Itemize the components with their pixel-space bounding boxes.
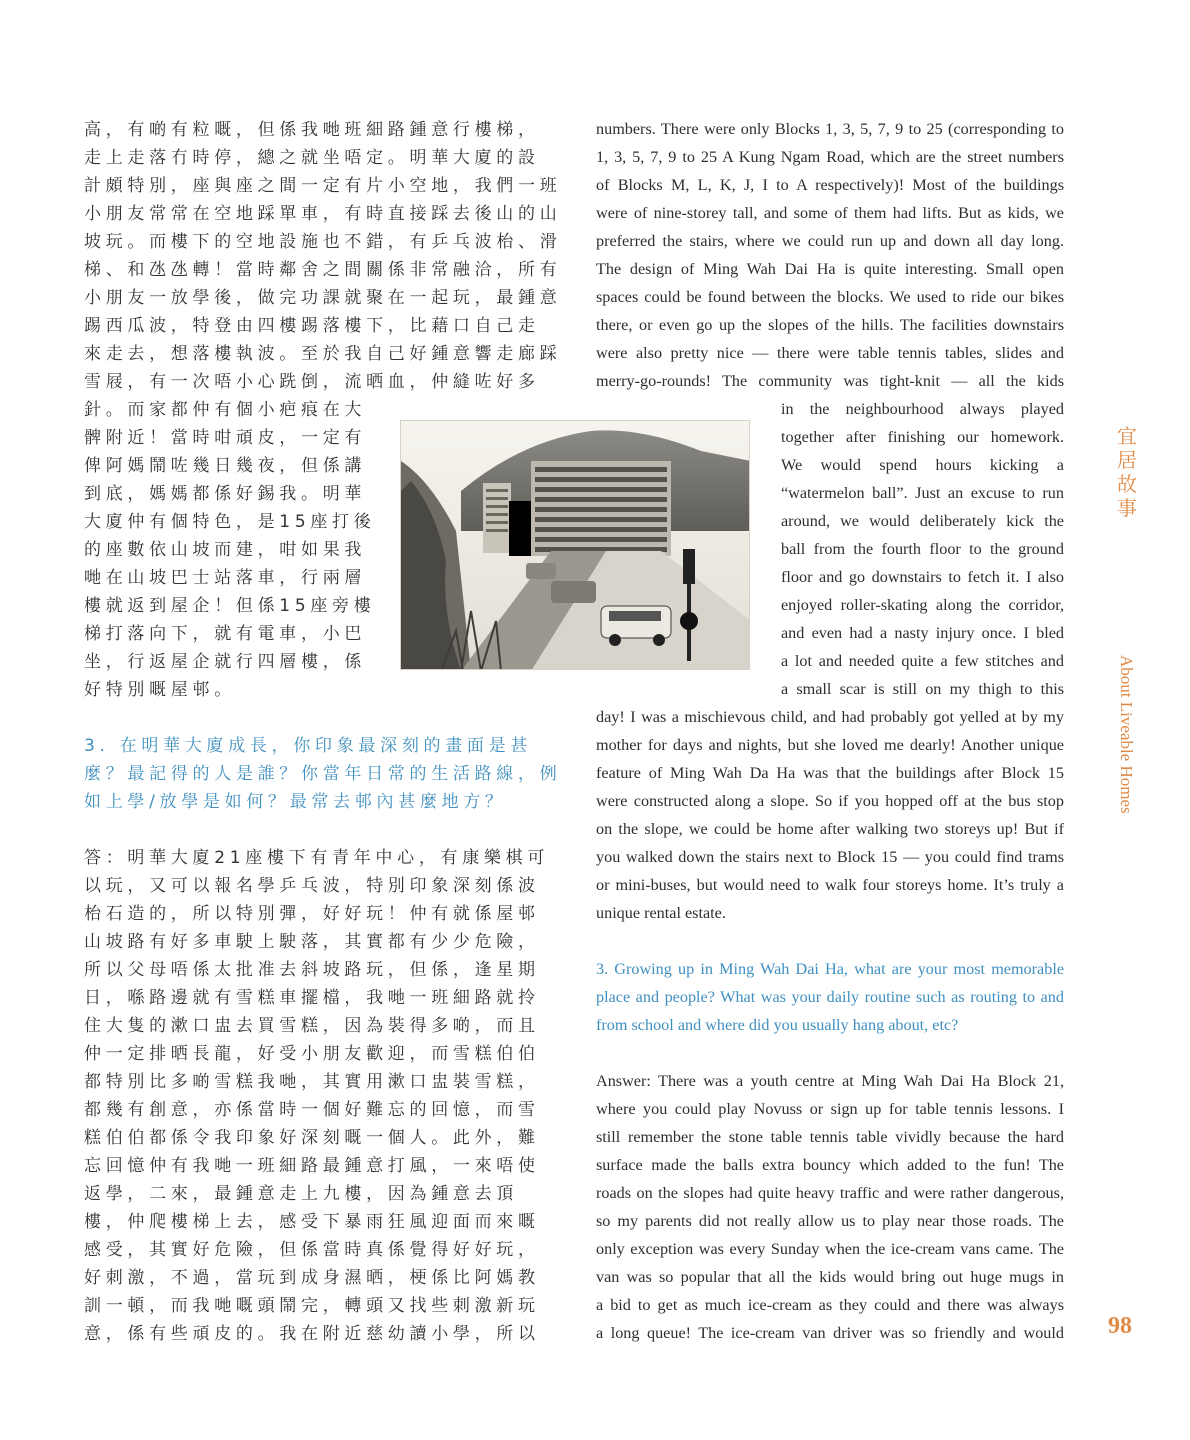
text-line: 髀附近！當時咁頑皮，一定有: [84, 428, 367, 448]
text-line: in the neighbourhood always played: [781, 400, 1064, 418]
text-line: spaces could be found between the blocks. We used to ride our bikes: [596, 288, 1064, 306]
text-line: 以玩，又可以報名學乒乓波，特別印象深刻係波: [84, 876, 540, 896]
en-para1-narrow: [781, 395, 1064, 703]
text-line: only exception was every Sunday when the ice-cream vans came. The: [596, 1240, 1064, 1258]
text-line: place and people? What was your daily routine such as routing to and: [596, 988, 1064, 1006]
section-title-chinese: [1114, 424, 1140, 520]
text-line: numbers. There were only Blocks 1, 3, 5, 7, 9 to 25 (corresponding to: [596, 120, 1064, 138]
text-line: 感受，其實好危險，但係當時真係覺得好好玩，: [84, 1240, 540, 1260]
text-line: 哋在山坡巴士站落車，行兩層: [84, 568, 367, 588]
text-line: 坡玩。而樓下的空地設施也不錯，有乒乓波枱、滑: [84, 232, 562, 252]
text-line: 糕伯伯都係令我印象好深刻嘅一個人。此外，難: [84, 1128, 540, 1148]
text-line: 針。而家都仲有個小疤痕在大: [84, 400, 367, 420]
text-line: surface made the balls extra bouncy which added to the fun! The: [596, 1156, 1064, 1174]
text-line: from school and where did you usually hang about, etc?: [596, 1016, 959, 1034]
estate-photo-illustration: [401, 421, 750, 670]
text-line: 所以父母唔係太批准去斜坡路玩，但係，逢星期: [84, 960, 540, 980]
text-line: “watermelon ball”. Just an excuse to run: [781, 484, 1064, 502]
text-line: 麼？最記得的人是誰？你當年日常的生活路線，例: [84, 764, 562, 784]
text-line: 住大隻的漱口盅去買雪糕，因為裝得多啲，而且: [84, 1016, 540, 1036]
text-line: van was so popular that all the kids would bring out huge mugs in: [596, 1268, 1064, 1286]
text-line: 梯、和氹氹轉！當時鄰舍之間關係非常融洽，所有: [84, 260, 562, 280]
zh-answer-3: [84, 844, 554, 1348]
text-line: 答：明華大廈21座樓下有青年中心，有康樂棋可: [84, 848, 550, 868]
text-line: a small scar is still on my thigh to this: [781, 680, 1064, 698]
text-line: 好特別嘅屋邨。: [84, 680, 236, 700]
text-line: 如上學/放學是如何？最常去邨內甚麼地方？: [84, 792, 507, 812]
text-line: and even had a nasty injury once. I bled: [781, 624, 1064, 642]
text-line: so my parents did not really allow us to play near those roads. The: [596, 1212, 1064, 1230]
text-line: 好刺激，不過，當玩到成身濕晒，梗係比阿媽教: [84, 1268, 540, 1288]
text-line: 日，喺路邊就有雪糕車擺檔，我哋一班細路就拎: [84, 988, 540, 1008]
text-line: 俾阿媽鬧咗幾日幾夜，但係講: [84, 456, 367, 476]
text-line: were constructed along a slope. So if you hopped off at the bus stop: [596, 792, 1064, 810]
zh-question-3: [84, 732, 562, 816]
text-line: around, we would deliberately kick the: [781, 512, 1064, 530]
text-line: 返學，二來，最鍾意走上九樓，因為鍾意去頂: [84, 1184, 518, 1204]
text-line: 忘回憶仲有我哋一班細路最鍾意打風，一來唔使: [84, 1156, 540, 1176]
text-line: ball from the fourth floor to the ground: [781, 540, 1064, 558]
section-title-char: 居: [1117, 448, 1137, 472]
text-line: 到底，媽媽都係好錫我。明華: [84, 484, 367, 504]
text-line: 踢西瓜波，特登由四樓踢落樓下，比藉口自己走: [84, 316, 540, 336]
text-line: 小朋友一放學後，做完功課就聚在一起玩，最鍾意: [84, 288, 562, 308]
en-question-3: [596, 955, 1064, 1039]
section-title-english: [1116, 655, 1138, 830]
section-title-char: 事: [1117, 496, 1137, 520]
text-line: 的座數依山坡而建，咁如果我: [84, 540, 367, 560]
text-line: a lot and needed quite a few stitches and: [781, 652, 1064, 670]
section-title-english-text: About Liveable Homes: [1117, 655, 1136, 814]
text-line: 計頗特別，座與座之間一定有片小空地，我們一班: [84, 176, 562, 196]
text-line: 走上走落冇時停，總之就坐唔定。明華大廈的設: [84, 148, 540, 168]
text-line: The design of Ming Wah Dai Ha is quite interesting. Small open: [596, 260, 1064, 278]
text-line: were of nine-storey tall, and some of them had lifts. But as kids, we: [596, 204, 1064, 222]
text-line: 梯打落向下，就有電車，小巴: [84, 624, 367, 644]
text-line: roads on the slopes had quite heavy traffic and were rather dangerous,: [596, 1184, 1064, 1202]
text-line: a long queue! The ice-cream van driver was so friendly and would: [596, 1324, 1064, 1342]
text-line: 仲一定排晒長龍，好受小朋友歡迎，而雪糕伯伯: [84, 1044, 540, 1064]
text-line: feature of Ming Wah Da Ha was that the buildings after Block 15: [596, 764, 1064, 782]
text-line: Answer: There was a youth centre at Ming Wah Dai Ha Block 21,: [596, 1072, 1064, 1090]
zh-para1-narrow: [84, 396, 384, 704]
text-line: 意，係有些頑皮的。我在附近慈幼讀小學，所以: [84, 1324, 540, 1344]
text-line: 枱石造的，所以特別彈，好好玩！仲有就係屋邨: [84, 904, 540, 924]
estate-photo: [400, 420, 750, 670]
text-line: 都幾有創意，亦係當時一個好難忘的回憶，而雪: [84, 1100, 540, 1120]
en-para1-full: [596, 115, 1064, 395]
text-line: still remember the stone table tennis table vividly because the hard: [596, 1128, 1064, 1146]
text-line: 大廈仲有個特色，是15座打後: [84, 512, 376, 532]
text-line: were also pretty nice — there were table tennis tables, slides and: [596, 344, 1064, 362]
text-line: 來走去，想落樓執波。至於我自己好鍾意響走廊踩: [84, 344, 562, 364]
text-line: mother for days and nights, but she loved me dearly! Another unique: [596, 736, 1064, 754]
text-line: 雪屐，有一次唔小心跣倒，流晒血，仲縫咗好多: [84, 372, 540, 392]
text-line: where you could play Novuss or sign up for table tennis lessons. I: [596, 1100, 1064, 1118]
text-line: 3. 在明華大廈成長，你印象最深刻的畫面是甚: [84, 736, 533, 756]
text-line: merry-go-rounds! The community was tight-knit — all the kids: [596, 372, 1064, 390]
text-line: unique rental estate.: [596, 904, 726, 922]
text-line: We would spend hours kicking a: [781, 456, 1064, 474]
text-line: 小朋友常常在空地踩單車，有時直接踩去後山的山: [84, 204, 562, 224]
text-line: 樓就返到屋企！但係15座旁樓: [84, 596, 376, 616]
text-line: you walked down the stairs next to Block 15 — you could find trams: [596, 848, 1064, 866]
text-line: 都特別比多啲雪糕我哋，其實用漱口盅裝雪糕，: [84, 1072, 540, 1092]
text-line: 訓一頓，而我哋嘅頭鬧完，轉頭又找些刺激新玩: [84, 1296, 540, 1316]
text-line: day! I was a mischievous child, and had probably got yelled at by my: [596, 708, 1064, 726]
en-para1-rest: [596, 703, 1064, 927]
text-line: enjoyed roller-skating along the corridor,: [781, 596, 1064, 614]
text-line: together after finishing our homework.: [781, 428, 1064, 446]
text-line: 1, 3, 5, 7, 9 to 25 A Kung Ngam Road, which are the street numbers: [596, 148, 1064, 166]
text-line: a bid to get as much ice-cream as they could and there was always: [596, 1296, 1064, 1314]
text-line: 高，有啲有粒嘅，但係我哋班細路鍾意行樓梯，: [84, 120, 540, 140]
text-line: on the slope, we could be home after walking two storeys up! But if: [596, 820, 1064, 838]
en-answer-3: [596, 1067, 1064, 1347]
zh-para1-full: [84, 116, 562, 396]
page-number: 98: [1108, 1313, 1132, 1339]
section-title-char: 宜: [1117, 424, 1137, 448]
text-line: of Blocks M, L, K, J, I to A respectively)! Most of the buildings: [596, 176, 1064, 194]
text-line: 坐，行返屋企就行四層樓，係: [84, 652, 367, 672]
text-line: 山坡路有好多車駛上駛落，其實都有少少危險，: [84, 932, 540, 952]
text-line: 樓，仲爬樓梯上去，感受下暴雨狂風迎面而來嘅: [84, 1212, 540, 1232]
text-line: or mini-buses, but would need to walk four storeys home. It’s truly a: [596, 876, 1064, 894]
text-line: 3. Growing up in Ming Wah Dai Ha, what are your most memorable: [596, 960, 1064, 978]
text-line: there, or even go up the slopes of the hills. The facilities downstairs: [596, 316, 1064, 334]
section-title-char: 故: [1117, 472, 1137, 496]
text-line: preferred the stairs, where we could run up and down all day long.: [596, 232, 1064, 250]
text-line: floor and go downstairs to fetch it. I also: [781, 568, 1064, 586]
